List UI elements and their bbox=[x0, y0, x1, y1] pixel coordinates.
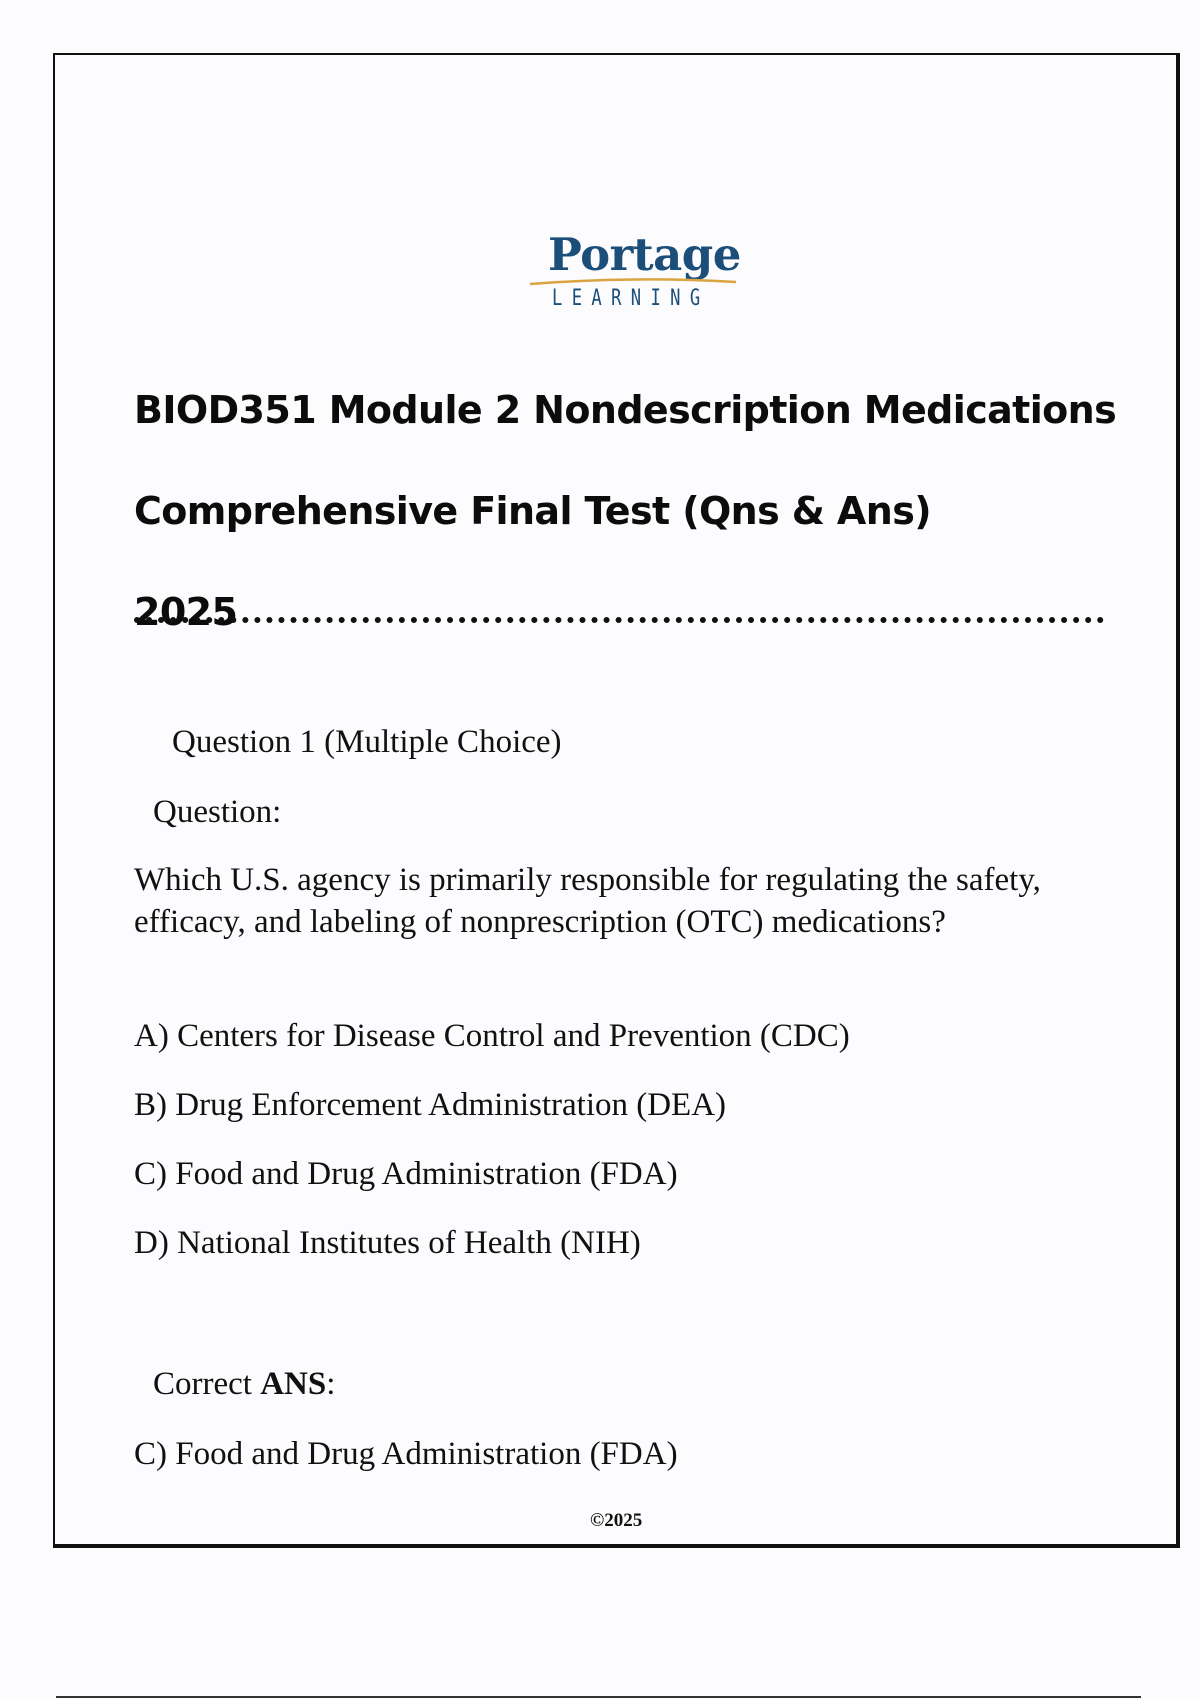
dotted-divider bbox=[134, 617, 1104, 623]
logo-wordmark: Portage bbox=[548, 228, 741, 281]
option-b: B) Drug Enforcement Administration (DEA) bbox=[134, 1087, 727, 1123]
logo-tagline: LEARNING bbox=[552, 286, 710, 311]
correct-answer-label bbox=[153, 1363, 335, 1405]
title-line-1: BIOD351 Module 2 Nondescription Medications bbox=[134, 388, 1117, 432]
correct-answer-value: C) Food and Drug Administration (FDA) bbox=[134, 1436, 678, 1472]
answer-prefix: Correct bbox=[153, 1366, 261, 1402]
question-text: Which U.S. agency is primarily responsible for regulating the safety, efficacy, and labeling of nonprescription (OTC) medications? bbox=[134, 862, 1041, 940]
title-line-2: Comprehensive Final Test (Qns & Ans) bbox=[134, 489, 931, 533]
answer-suffix: : bbox=[326, 1366, 336, 1402]
option-c: C) Food and Drug Administration (FDA) bbox=[134, 1156, 678, 1192]
title-line-3: 2025 bbox=[134, 590, 238, 634]
portage-learning-logo bbox=[528, 228, 741, 318]
option-a: A) Centers for Disease Control and Prevention (CDC) bbox=[134, 1018, 850, 1054]
option-d: D) National Institutes of Health (NIH) bbox=[134, 1225, 641, 1261]
question-heading: Question 1 (Multiple Choice) bbox=[172, 724, 562, 760]
question-label: Question: bbox=[153, 794, 282, 830]
bottom-divider bbox=[56, 1696, 1141, 1698]
copyright-footer: ©2025 bbox=[590, 1510, 643, 1531]
answer-strong: ANS bbox=[260, 1366, 327, 1402]
